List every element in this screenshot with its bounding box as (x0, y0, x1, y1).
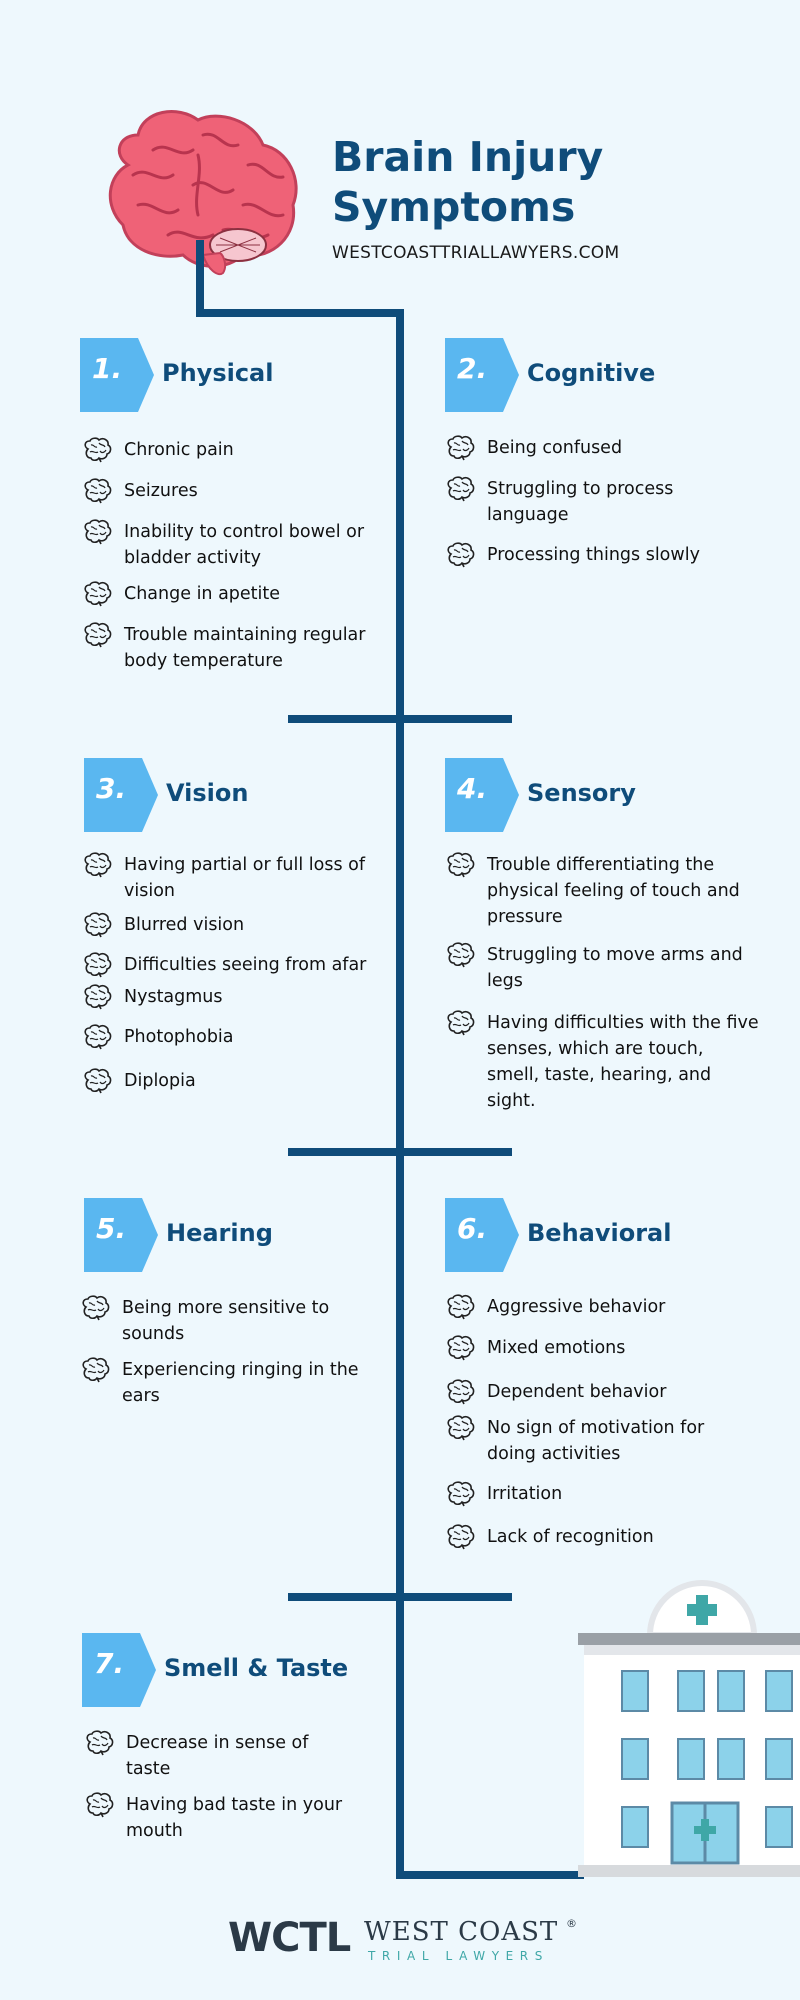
timeline-divider-1 (288, 715, 512, 723)
brain-outline-icon (82, 581, 114, 607)
brain-outline-icon (82, 1068, 114, 1094)
brain-outline-icon (445, 476, 477, 502)
badge-1 (80, 338, 154, 412)
timeline-divider-2 (288, 1148, 512, 1156)
brain-outline-icon (84, 1792, 116, 1818)
section-heading-physical: Physical (162, 359, 274, 387)
list-item: Having partial or full loss of vision (82, 852, 372, 904)
brain-outline-icon (445, 542, 477, 568)
section-heading-behavioral: Behavioral (527, 1219, 672, 1247)
brain-outline-icon (80, 1357, 112, 1383)
list-item: Having difficulties with the five senses, which are touch, smell, taste, hearing, and sight. (445, 1010, 760, 1114)
list-item: Inability to control bowel or bladder activity (82, 519, 372, 571)
title-line-1: Brain Injury (332, 133, 604, 181)
list-cognitive (445, 435, 745, 568)
brain-outline-icon (82, 1024, 114, 1050)
brain-outline-icon (82, 912, 114, 938)
list-behavioral (445, 1294, 745, 1550)
timeline-divider-3 (288, 1593, 512, 1601)
list-item: Having bad taste in your mouth (84, 1792, 354, 1844)
brain-outline-icon (445, 1481, 477, 1507)
list-item: Blurred vision (82, 912, 372, 938)
timeline-end (396, 1871, 584, 1879)
badge-3 (84, 758, 158, 832)
footer-logo (228, 1915, 588, 1965)
list-item: Being more sensitive to sounds (80, 1295, 370, 1347)
list-item: Difficulties seeing from afar (82, 952, 372, 978)
list-item: Dependent behavior (445, 1379, 745, 1405)
badge-2 (445, 338, 519, 412)
list-item: Being confused (445, 435, 745, 461)
badge-4 (445, 758, 519, 832)
badge-6 (445, 1198, 519, 1272)
registered-mark: ® (566, 1917, 577, 1930)
list-smell-taste (84, 1730, 354, 1844)
list-item: Lack of recognition (445, 1524, 745, 1550)
brain-outline-icon (82, 852, 114, 878)
badge-number: 1. (92, 352, 123, 385)
badge-7 (82, 1633, 156, 1707)
list-item: Irritation (445, 1481, 745, 1507)
brain-outline-icon (445, 1010, 477, 1036)
list-item: Experiencing ringing in the ears (80, 1357, 370, 1409)
list-item: Processing things slowly (445, 542, 745, 568)
list-item: Nystagmus (82, 984, 372, 1010)
list-vision (82, 852, 372, 1094)
brain-outline-icon (82, 478, 114, 504)
badge-5 (84, 1198, 158, 1272)
section-heading-cognitive: Cognitive (527, 359, 656, 387)
list-item: Chronic pain (82, 437, 372, 463)
brain-outline-icon (445, 435, 477, 461)
list-item: Diplopia (82, 1068, 372, 1094)
list-sensory (445, 852, 760, 1114)
badge-number: 4. (457, 772, 488, 805)
website-url: WESTCOASTTRIALLAWYERS.COM (332, 243, 620, 263)
section-heading-vision: Vision (166, 779, 249, 807)
brain-outline-icon (84, 1730, 116, 1756)
brain-outline-icon (82, 622, 114, 648)
brain-outline-icon (82, 437, 114, 463)
list-item: Struggling to process language (445, 476, 745, 528)
brand-tagline: TRIAL LAWYERS (368, 1949, 549, 1963)
brain-outline-icon (445, 942, 477, 968)
page-title (332, 132, 603, 232)
brain-outline-icon (445, 1335, 477, 1361)
list-item: No sign of motivation for doing activities (445, 1415, 745, 1467)
list-item: Trouble differentiating the physical feeling of touch and pressure (445, 852, 760, 930)
list-hearing (80, 1295, 370, 1409)
badge-number: 2. (457, 352, 488, 385)
badge-number: 7. (94, 1647, 125, 1680)
list-item: Photophobia (82, 1024, 372, 1050)
brain-outline-icon (82, 519, 114, 545)
badge-number: 5. (96, 1212, 127, 1245)
list-item: Seizures (82, 478, 372, 504)
timeline-spine (396, 309, 404, 1879)
title-line-2: Symptoms (332, 183, 576, 231)
hospital-illustration (578, 1575, 800, 1895)
brand-name: WEST COAST (364, 1917, 559, 1947)
brain-outline-icon (445, 852, 477, 878)
timeline-connector (196, 309, 404, 317)
list-item: Mixed emotions (445, 1335, 745, 1361)
list-item: Change in apetite (82, 581, 372, 607)
brain-outline-icon (445, 1379, 477, 1405)
brain-outline-icon (82, 984, 114, 1010)
section-heading-smell-taste: Smell & Taste (164, 1654, 349, 1682)
brain-outline-icon (445, 1294, 477, 1320)
list-item: Trouble maintaining regular body temperature (82, 622, 372, 674)
list-item: Struggling to move arms and legs (445, 942, 760, 994)
list-item: Decrease in sense of taste (84, 1730, 354, 1782)
section-heading-hearing: Hearing (166, 1219, 273, 1247)
list-physical (82, 437, 372, 674)
brain-outline-icon (80, 1295, 112, 1321)
brain-outline-icon (445, 1415, 477, 1441)
brain-outline-icon (445, 1524, 477, 1550)
timeline-stem (196, 240, 204, 317)
badge-number: 3. (96, 772, 127, 805)
list-item: Aggressive behavior (445, 1294, 745, 1320)
badge-number: 6. (457, 1212, 488, 1245)
brain-outline-icon (82, 952, 114, 978)
logo-mark: WCTL (228, 1915, 351, 1961)
section-heading-sensory: Sensory (527, 779, 636, 807)
